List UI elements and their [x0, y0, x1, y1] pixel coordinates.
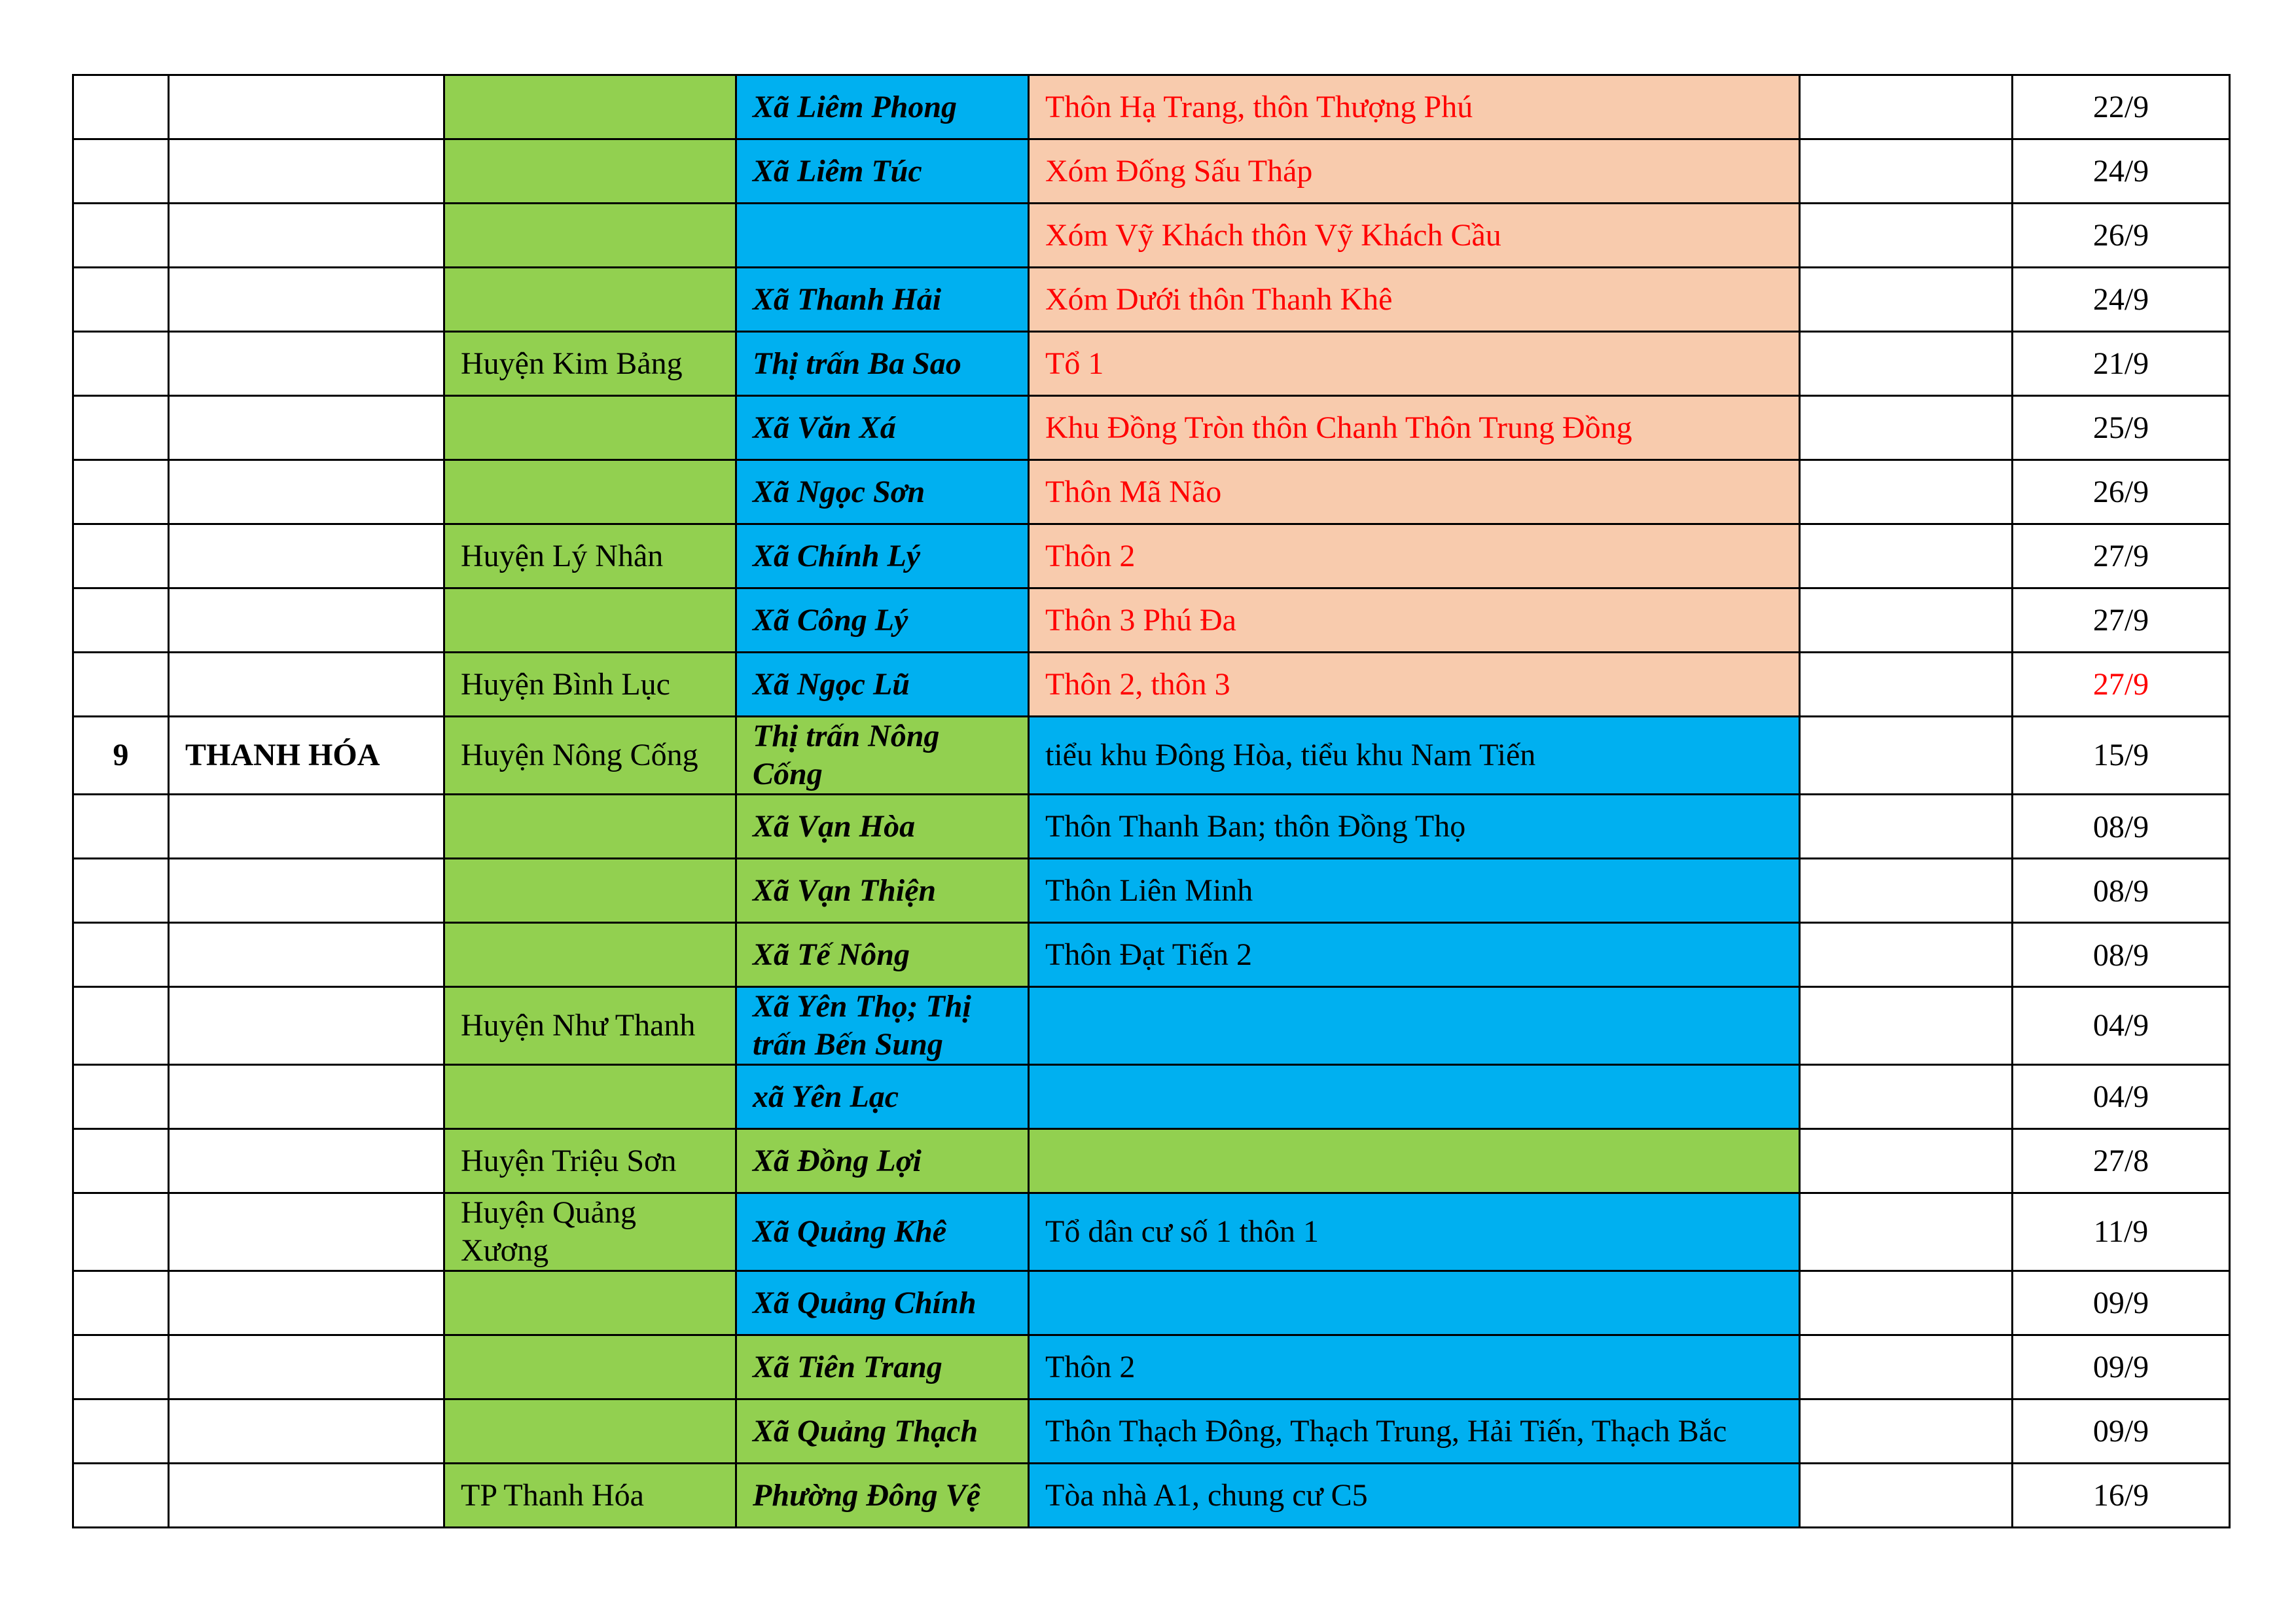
table-row	[73, 1065, 2230, 1129]
row-number-cell	[73, 923, 169, 987]
date-cell: 08/9	[2013, 795, 2230, 859]
table-row	[73, 1464, 2230, 1528]
table-row	[73, 588, 2230, 653]
district-cell	[444, 75, 736, 139]
date-cell: 08/9	[2013, 859, 2230, 923]
date-cell: 09/9	[2013, 1271, 2230, 1335]
note-cell	[1800, 1399, 2013, 1464]
province-cell	[169, 332, 444, 396]
commune-cell: Xã Vạn Hòa	[736, 795, 1029, 859]
note-cell	[1800, 139, 2013, 204]
locality-cell: Xóm Dưới thôn Thanh Khê	[1029, 268, 1800, 332]
table-row	[73, 332, 2230, 396]
row-number-cell	[73, 524, 169, 588]
note-cell	[1800, 923, 2013, 987]
locality-cell: Thôn Đạt Tiến 2	[1029, 923, 1800, 987]
table-row	[73, 268, 2230, 332]
district-cell: Huyện Triệu Sơn	[444, 1129, 736, 1193]
locality-cell	[1029, 1065, 1800, 1129]
date-cell: 27/9	[2013, 524, 2230, 588]
outbreak-table	[72, 74, 2231, 1528]
province-cell	[169, 1193, 444, 1271]
row-number-cell	[73, 396, 169, 460]
locality-cell: Xóm Đống Sấu Tháp	[1029, 139, 1800, 204]
district-cell	[444, 268, 736, 332]
commune-cell: Xã Công Lý	[736, 588, 1029, 653]
row-number-cell	[73, 1271, 169, 1335]
note-cell	[1800, 987, 2013, 1065]
commune-cell: Xã Yên Thọ; Thị trấn Bến Sung	[736, 987, 1029, 1065]
locality-cell: Thôn 2	[1029, 1335, 1800, 1399]
note-cell	[1800, 1464, 2013, 1528]
table-row	[73, 75, 2230, 139]
table-row	[73, 987, 2230, 1065]
commune-cell: Xã Chính Lý	[736, 524, 1029, 588]
row-number-cell: 9	[73, 717, 169, 795]
date-cell: 09/9	[2013, 1399, 2230, 1464]
note-cell	[1800, 396, 2013, 460]
province-cell	[169, 268, 444, 332]
date-cell: 22/9	[2013, 75, 2230, 139]
district-cell: Huyện Kim Bảng	[444, 332, 736, 396]
locality-cell	[1029, 1129, 1800, 1193]
table-row	[73, 1193, 2230, 1271]
note-cell	[1800, 717, 2013, 795]
table-row	[73, 859, 2230, 923]
table-row	[73, 204, 2230, 268]
district-cell: Huyện Quảng Xương	[444, 1193, 736, 1271]
district-cell	[444, 460, 736, 524]
locality-cell: Thôn Thanh Ban; thôn Đồng Thọ	[1029, 795, 1800, 859]
note-cell	[1800, 204, 2013, 268]
table-row	[73, 795, 2230, 859]
table-row	[73, 460, 2230, 524]
date-cell: 24/9	[2013, 268, 2230, 332]
note-cell	[1800, 795, 2013, 859]
locality-cell: Tổ 1	[1029, 332, 1800, 396]
locality-cell: Thôn Mã Não	[1029, 460, 1800, 524]
row-number-cell	[73, 1399, 169, 1464]
row-number-cell	[73, 795, 169, 859]
row-number-cell	[73, 987, 169, 1065]
locality-cell: Xóm Vỹ Khách thôn Vỹ Khách Cầu	[1029, 204, 1800, 268]
date-cell: 26/9	[2013, 204, 2230, 268]
row-number-cell	[73, 588, 169, 653]
row-number-cell	[73, 1193, 169, 1271]
district-cell	[444, 1065, 736, 1129]
note-cell	[1800, 1335, 2013, 1399]
province-cell	[169, 1065, 444, 1129]
province-cell	[169, 460, 444, 524]
commune-cell: Phường Đông Vệ	[736, 1464, 1029, 1528]
table-row	[73, 139, 2230, 204]
row-number-cell	[73, 204, 169, 268]
commune-cell: Xã Tiên Trang	[736, 1335, 1029, 1399]
date-cell: 26/9	[2013, 460, 2230, 524]
province-cell	[169, 653, 444, 717]
commune-cell: Xã Liêm Túc	[736, 139, 1029, 204]
province-cell	[169, 795, 444, 859]
province-cell	[169, 1335, 444, 1399]
locality-cell: Thôn 3 Phú Đa	[1029, 588, 1800, 653]
province-cell	[169, 204, 444, 268]
province-cell	[169, 588, 444, 653]
locality-cell: Thôn Hạ Trang, thôn Thượng Phú	[1029, 75, 1800, 139]
table-row	[73, 396, 2230, 460]
commune-cell: Xã Liêm Phong	[736, 75, 1029, 139]
district-cell	[444, 396, 736, 460]
table-row	[73, 923, 2230, 987]
locality-cell: tiểu khu Đông Hòa, tiểu khu Nam Tiến	[1029, 717, 1800, 795]
note-cell	[1800, 1271, 2013, 1335]
commune-cell: Xã Ngọc Sơn	[736, 460, 1029, 524]
province-cell	[169, 859, 444, 923]
date-cell: 15/9	[2013, 717, 2230, 795]
commune-cell: Thị trấn Nông Cống	[736, 717, 1029, 795]
note-cell	[1800, 75, 2013, 139]
province-cell	[169, 524, 444, 588]
date-cell: 04/9	[2013, 1065, 2230, 1129]
note-cell	[1800, 332, 2013, 396]
row-number-cell	[73, 332, 169, 396]
district-cell	[444, 588, 736, 653]
province-cell	[169, 75, 444, 139]
province-cell	[169, 923, 444, 987]
district-cell: Huyện Bình Lục	[444, 653, 736, 717]
row-number-cell	[73, 1464, 169, 1528]
commune-cell: Xã Vạn Thiện	[736, 859, 1029, 923]
district-cell	[444, 204, 736, 268]
date-cell: 11/9	[2013, 1193, 2230, 1271]
note-cell	[1800, 1129, 2013, 1193]
date-cell: 24/9	[2013, 139, 2230, 204]
province-cell	[169, 987, 444, 1065]
row-number-cell	[73, 653, 169, 717]
row-number-cell	[73, 1335, 169, 1399]
table-row	[73, 1335, 2230, 1399]
note-cell	[1800, 653, 2013, 717]
table-row	[73, 717, 2230, 795]
commune-cell: Xã Ngọc Lũ	[736, 653, 1029, 717]
locality-cell	[1029, 1271, 1800, 1335]
row-number-cell	[73, 1065, 169, 1129]
locality-cell: Thôn Liên Minh	[1029, 859, 1800, 923]
date-cell: 09/9	[2013, 1335, 2230, 1399]
district-cell	[444, 1271, 736, 1335]
locality-cell: Thôn 2	[1029, 524, 1800, 588]
table-row	[73, 653, 2230, 717]
row-number-cell	[73, 460, 169, 524]
locality-cell: Tòa nhà A1, chung cư C5	[1029, 1464, 1800, 1528]
commune-cell: Xã Quảng Chính	[736, 1271, 1029, 1335]
table-row	[73, 1399, 2230, 1464]
note-cell	[1800, 859, 2013, 923]
district-cell	[444, 1335, 736, 1399]
locality-cell: Khu Đồng Tròn thôn Chanh Thôn Trung Đồng	[1029, 396, 1800, 460]
date-cell: 04/9	[2013, 987, 2230, 1065]
row-number-cell	[73, 268, 169, 332]
date-cell: 16/9	[2013, 1464, 2230, 1528]
note-cell	[1800, 460, 2013, 524]
province-cell	[169, 1271, 444, 1335]
table-row	[73, 524, 2230, 588]
locality-cell: Tổ dân cư số 1 thôn 1	[1029, 1193, 1800, 1271]
district-cell: TP Thanh Hóa	[444, 1464, 736, 1528]
note-cell	[1800, 1193, 2013, 1271]
district-cell	[444, 795, 736, 859]
locality-cell: Thôn 2, thôn 3	[1029, 653, 1800, 717]
district-cell	[444, 1399, 736, 1464]
date-cell: 08/9	[2013, 923, 2230, 987]
province-cell	[169, 1464, 444, 1528]
date-cell: 27/9	[2013, 653, 2230, 717]
commune-cell: Thị trấn Ba Sao	[736, 332, 1029, 396]
commune-cell: Xã Đồng Lợi	[736, 1129, 1029, 1193]
commune-cell: Xã Thanh Hải	[736, 268, 1029, 332]
table-row	[73, 1129, 2230, 1193]
row-number-cell	[73, 859, 169, 923]
commune-cell: Xã Tế Nông	[736, 923, 1029, 987]
commune-cell: Xã Quảng Khê	[736, 1193, 1029, 1271]
date-cell: 27/9	[2013, 588, 2230, 653]
province-cell	[169, 396, 444, 460]
commune-cell: Xã Văn Xá	[736, 396, 1029, 460]
commune-cell: Xã Quảng Thạch	[736, 1399, 1029, 1464]
locality-cell	[1029, 987, 1800, 1065]
province-cell	[169, 1399, 444, 1464]
row-number-cell	[73, 139, 169, 204]
note-cell	[1800, 524, 2013, 588]
table-row	[73, 1271, 2230, 1335]
district-cell	[444, 859, 736, 923]
row-number-cell	[73, 1129, 169, 1193]
district-cell: Huyện Nông Cống	[444, 717, 736, 795]
commune-cell: xã Yên Lạc	[736, 1065, 1029, 1129]
date-cell: 25/9	[2013, 396, 2230, 460]
province-cell: THANH HÓA	[169, 717, 444, 795]
note-cell	[1800, 588, 2013, 653]
note-cell	[1800, 268, 2013, 332]
province-cell	[169, 1129, 444, 1193]
note-cell	[1800, 1065, 2013, 1129]
row-number-cell	[73, 75, 169, 139]
district-cell	[444, 139, 736, 204]
province-cell	[169, 139, 444, 204]
commune-cell	[736, 204, 1029, 268]
district-cell: Huyện Lý Nhân	[444, 524, 736, 588]
date-cell: 27/8	[2013, 1129, 2230, 1193]
district-cell: Huyện Như Thanh	[444, 987, 736, 1065]
locality-cell: Thôn Thạch Đông, Thạch Trung, Hải Tiến, Thạch Bắc	[1029, 1399, 1800, 1464]
date-cell: 21/9	[2013, 332, 2230, 396]
district-cell	[444, 923, 736, 987]
